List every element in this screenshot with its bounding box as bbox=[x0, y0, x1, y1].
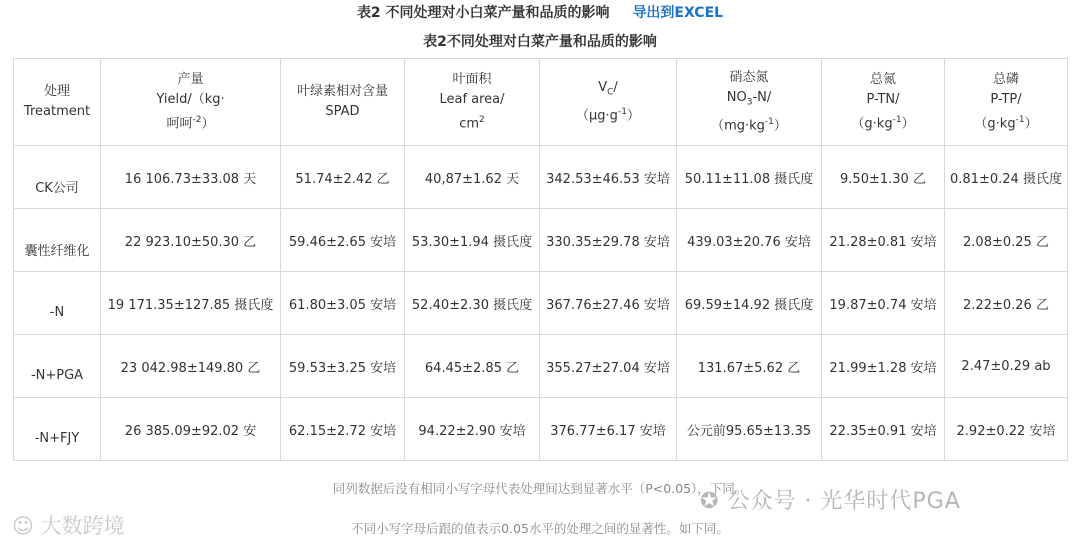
table-row bbox=[14, 272, 1068, 335]
cell-total-p: 0.81±0.24 摄氏度 bbox=[945, 146, 1068, 209]
cell-total-n: 19.87±0.74 安培 bbox=[822, 272, 945, 335]
table-row bbox=[14, 335, 1068, 398]
header-total-p: 总磷 P-TP/ $(g\cdot kg^{-1})$ bbox=[945, 59, 1068, 146]
cell-yield: 23 042.98±149.80 乙 bbox=[101, 335, 281, 398]
cell-vc: 342.53±46.53 安培 bbox=[540, 146, 677, 209]
header-nitrate: 硝态氮 $NO_3-N/$ $(mg\cdot kg^{-1})$ bbox=[677, 59, 822, 146]
cell-yield: 19 171.35±127.85 摄氏度 bbox=[101, 272, 281, 335]
cell-nitrate: 131.67±5.62 乙 bbox=[677, 335, 822, 398]
cell-total-n: 21.99±1.28 安培 bbox=[822, 335, 945, 398]
cell-total-n: 21.28±0.81 安培 bbox=[822, 209, 945, 272]
cell-nitrate: 439.03±20.76 安培 bbox=[677, 209, 822, 272]
brand-logo-icon: ☺ bbox=[12, 514, 41, 538]
cell-vc: 355.27±27.04 安培 bbox=[540, 335, 677, 398]
header-vc: $V_C/$ $(\mu g\cdot g^{-1})$ bbox=[540, 59, 677, 146]
cell-spad: 62.15±2.72 安培 bbox=[281, 398, 405, 461]
table-row bbox=[14, 398, 1068, 461]
cell-spad: 59.53±3.25 安培 bbox=[281, 335, 405, 398]
header-total-n: 总氮 P-TN/ $(g\cdot kg^{-1})$ bbox=[822, 59, 945, 146]
cell-leaf-area: 52.40±2.30 摄氏度 bbox=[405, 272, 540, 335]
cell-treatment: 囊性纤维化 bbox=[14, 209, 101, 272]
table-note-translation: 不同小写字母后跟的值表示0.05水平的处理之间的显著性。如下同。 bbox=[351, 521, 729, 536]
table-row bbox=[14, 209, 1068, 272]
cell-total-p: 2.92±0.22 安培 bbox=[945, 398, 1068, 461]
cell-leaf-area: 64.45±2.85 乙 bbox=[405, 335, 540, 398]
header-treatment: 处理 Treatment bbox=[14, 59, 101, 146]
table-title: 表2 不同处理对小白菜产量和品质的影响 bbox=[356, 5, 610, 21]
cell-leaf-area: 40,87±1.62 天 bbox=[405, 146, 540, 209]
cell-nitrate: 公元前95.65±13.35 bbox=[677, 398, 822, 461]
cell-treatment: CK公司 bbox=[14, 146, 101, 209]
cell-vc: 330.35±29.78 安培 bbox=[540, 209, 677, 272]
brand-watermark: ☺ 大数跨境 bbox=[12, 514, 125, 538]
header-yield: 产量 Yield/（kg· 呵呵$^{-2}$） bbox=[101, 59, 281, 146]
cell-total-p: 2.22±0.26 乙 bbox=[945, 272, 1068, 335]
cell-treatment: -N+FJY bbox=[14, 398, 101, 461]
cell-leaf-area: 94.22±2.90 安培 bbox=[405, 398, 540, 461]
cell-vc: 376.77±6.17 安培 bbox=[540, 398, 677, 461]
cell-total-n: 22.35±0.91 安培 bbox=[822, 398, 945, 461]
table-note-significance: 同列数据后没有相同小写字母代表处理间达到显著水平（P<0.05），下同。 bbox=[332, 481, 748, 496]
cell-spad: 51.74±2.42 乙 bbox=[281, 146, 405, 209]
table-header-row bbox=[14, 59, 1068, 146]
cell-spad: 61.80±3.05 安培 bbox=[281, 272, 405, 335]
cell-leaf-area: 53.30±1.94 摄氏度 bbox=[405, 209, 540, 272]
export-excel-link[interactable]: 导出到EXCEL bbox=[632, 5, 724, 21]
cell-nitrate: 50.11±11.08 摄氏度 bbox=[677, 146, 822, 209]
cell-total-n: 9.50±1.30 乙 bbox=[822, 146, 945, 209]
wechat-watermark: ✪ 公众号 · 光华时代PGA bbox=[700, 489, 961, 514]
cell-treatment: -N+PGA bbox=[14, 335, 101, 398]
cell-total-p: 2.08±0.25 乙 bbox=[945, 209, 1068, 272]
cell-spad: 59.46±2.65 安培 bbox=[281, 209, 405, 272]
cell-yield: 26 385.09±92.02 安 bbox=[101, 398, 281, 461]
cell-total-p: 2.47±0.29 ab bbox=[945, 335, 1068, 398]
table-caption: 表2不同处理对白菜产量和品质的影响 bbox=[423, 34, 657, 50]
table-title-bar bbox=[0, 2, 1080, 22]
wechat-icon: ✪ bbox=[700, 489, 728, 514]
table-row bbox=[14, 146, 1068, 209]
cell-yield: 22 923.10±50.30 乙 bbox=[101, 209, 281, 272]
header-leaf-area: 叶面积 Leaf area/ $cm^2$ bbox=[405, 59, 540, 146]
data-table bbox=[13, 58, 1068, 461]
cell-yield: 16 106.73±33.08 天 bbox=[101, 146, 281, 209]
header-spad: 叶绿素相对含量 SPAD bbox=[281, 59, 405, 146]
cell-nitrate: 69.59±14.92 摄氏度 bbox=[677, 272, 822, 335]
cell-treatment: -N bbox=[14, 272, 101, 335]
cell-vc: 367.76±27.46 安培 bbox=[540, 272, 677, 335]
